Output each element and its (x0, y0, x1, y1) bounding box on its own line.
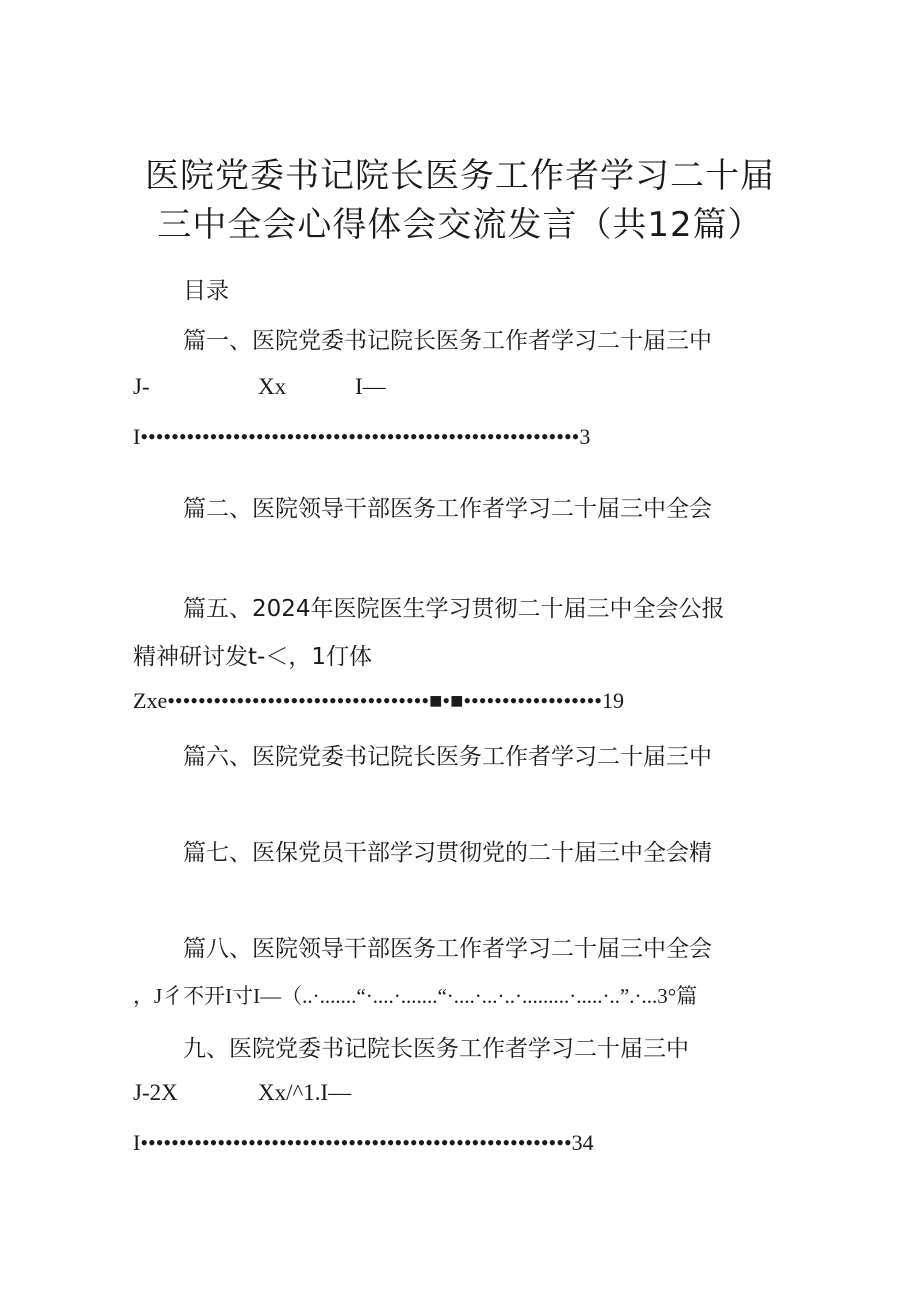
toc-entry-9-leader-page[interactable]: I••••••••••••••••••••••••••••••••••••••••••••••••••••••••34 (133, 1130, 594, 1155)
toc-entry-8-title[interactable]: 篇八、医院领导干部医务工作者学习二十届三中全会 (183, 936, 712, 962)
toc-entry-6-title[interactable]: 篇六、医院党委书记院长医务工作者学习二十届三中 (183, 744, 712, 770)
document-title-line-1: 医院党委书记院长医务工作者学习二十届 (145, 156, 775, 196)
document-title-line-2: 三中全会心得体会交流发言（共12篇） (157, 205, 763, 245)
toc-entry-2-title[interactable]: 篇二、医院领导干部医务工作者学习二十届三中全会 (183, 496, 712, 522)
toc-entry-9-title[interactable]: 九、医院党委书记院长医务工作者学习二十届三中 (183, 1036, 689, 1062)
toc-entry-5-leader-page[interactable]: Zxe••••••••••••••••••••••••••••••••••■•■••••••••••••••••••19 (133, 688, 624, 713)
toc-entry-9-fragment-b: Xx/^1.I— (258, 1080, 352, 1105)
toc-entry-8-leader-page[interactable]: ，J彳不开I寸I—（..·.......“·....·.......“·....·...·..·.........·.....·..”.·...3°篇 (133, 984, 698, 1008)
toc-entry-1-fragment-a: J- (133, 374, 150, 399)
toc-entry-1-title[interactable]: 篇一、医院党委书记院长医务工作者学习二十届三中 (183, 328, 712, 354)
toc-entry-1-leader-page[interactable]: I•••••••••••••••••••••••••••••••••••••••••••••••••••••••••3 (133, 424, 591, 449)
toc-entry-1-fragment-b: Xx (258, 374, 287, 399)
toc-entry-5-title[interactable]: 篇五、2024年医院医生学习贯彻二十届三中全会公报 (183, 596, 725, 622)
toc-heading: 目录 (183, 278, 229, 304)
toc-entry-9-fragment-a: J-2X (133, 1080, 178, 1105)
toc-entry-5-subtitle: 精神研讨发t-＜，1仃体 (133, 644, 372, 670)
toc-entry-7-title[interactable]: 篇七、医保党员干部学习贯彻党的二十届三中全会精 (183, 840, 712, 866)
toc-entry-1-fragment-c: I— (355, 374, 386, 399)
